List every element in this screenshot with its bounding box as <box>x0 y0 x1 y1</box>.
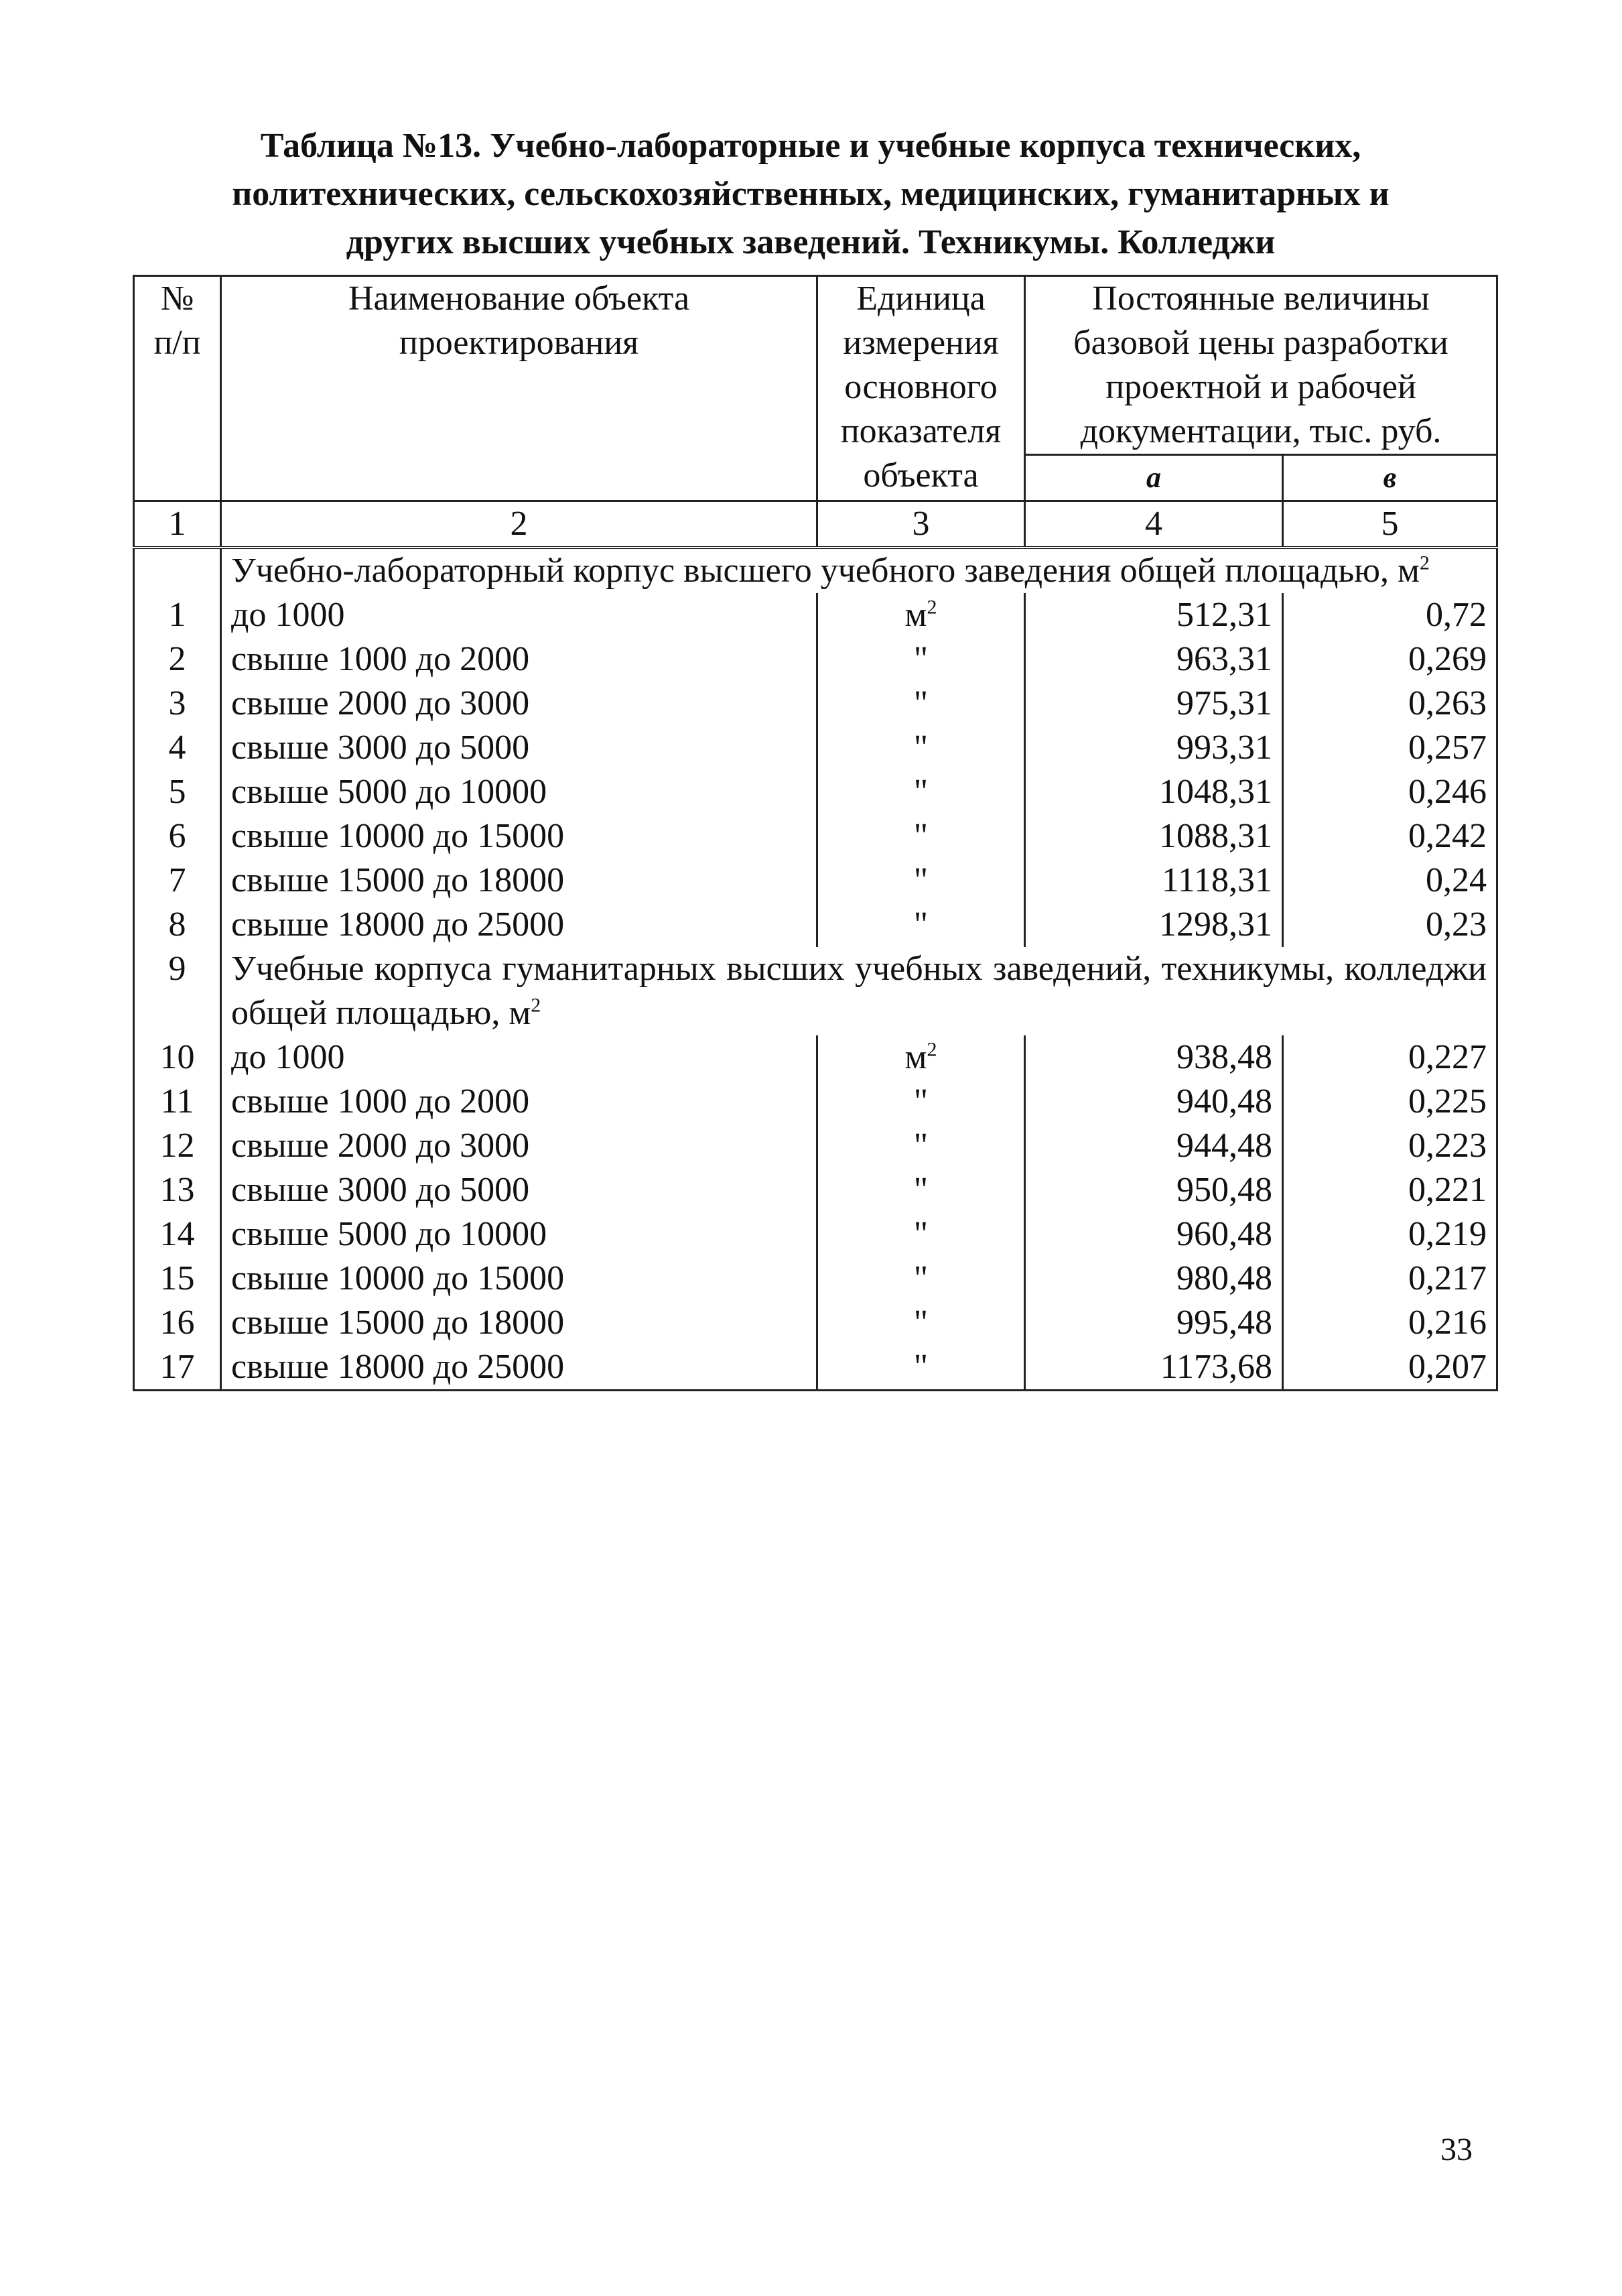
row-number: 17 <box>134 1345 221 1391</box>
header-unit: Единица измерения основного показателя объекта <box>817 276 1025 501</box>
table-row <box>134 1301 1497 1345</box>
table-row <box>134 1345 1497 1391</box>
table-row <box>134 637 1497 682</box>
row-unit <box>817 1212 1025 1257</box>
row-value-a: 1118,31 <box>1025 858 1283 903</box>
table-row <box>134 1080 1497 1124</box>
row-unit-text: " <box>913 640 929 678</box>
row-number: 16 <box>134 1301 221 1345</box>
row-value-a: 938,48 <box>1025 1035 1283 1080</box>
table-row <box>134 1124 1497 1168</box>
table-row <box>134 593 1497 637</box>
row-value-b: 0,216 <box>1283 1301 1497 1345</box>
table-row <box>134 858 1497 903</box>
row-unit <box>817 770 1025 814</box>
row-value-b: 0,207 <box>1283 1345 1497 1391</box>
row-unit-text: " <box>913 684 929 722</box>
row-value-a: 950,48 <box>1025 1168 1283 1212</box>
header-a: а <box>1025 455 1283 501</box>
row-number: 13 <box>134 1168 221 1212</box>
header-row <box>134 276 1497 455</box>
row-name: свыше 3000 до 5000 <box>221 726 817 770</box>
section-row <box>134 548 1497 593</box>
row-value-a: 963,31 <box>1025 637 1283 682</box>
row-value-b: 0,72 <box>1283 593 1497 637</box>
row-value-a: 944,48 <box>1025 1124 1283 1168</box>
title-line-2: политехнических, сельскохозяйственных, медицинских, гуманитарных и <box>232 175 1390 213</box>
row-name: до 1000 <box>221 593 817 637</box>
row-number: 6 <box>134 814 221 858</box>
row-name: свыше 10000 до 15000 <box>221 1257 817 1301</box>
row-value-b: 0,269 <box>1283 637 1497 682</box>
row-unit <box>817 1345 1025 1391</box>
section-row <box>134 947 1497 1035</box>
row-name: свыше 5000 до 10000 <box>221 770 817 814</box>
section-heading <box>221 947 1497 1035</box>
row-unit-text: " <box>913 817 929 855</box>
row-value-a: 980,48 <box>1025 1257 1283 1301</box>
row-number: 15 <box>134 1257 221 1301</box>
row-unit-text: " <box>913 1127 929 1165</box>
column-number: 4 <box>1025 501 1283 548</box>
table-row <box>134 1035 1497 1080</box>
row-unit-text: м <box>904 596 927 634</box>
row-unit <box>817 726 1025 770</box>
header-num: № п/п <box>134 276 221 501</box>
row-number: 8 <box>134 903 221 947</box>
table-row <box>134 770 1497 814</box>
row-value-b: 0,263 <box>1283 682 1497 726</box>
row-number: 2 <box>134 637 221 682</box>
row-name: свыше 3000 до 5000 <box>221 1168 817 1212</box>
page-number: 33 <box>1440 2132 1473 2167</box>
column-number: 3 <box>817 501 1025 548</box>
row-value-b: 0,227 <box>1283 1035 1497 1080</box>
row-value-b: 0,242 <box>1283 814 1497 858</box>
table-row <box>134 726 1497 770</box>
row-name: свыше 2000 до 3000 <box>221 682 817 726</box>
row-number: 4 <box>134 726 221 770</box>
row-name: свыше 2000 до 3000 <box>221 1124 817 1168</box>
row-number: 3 <box>134 682 221 726</box>
column-number-row <box>134 501 1497 548</box>
row-name: свыше 15000 до 18000 <box>221 858 817 903</box>
table-row <box>134 682 1497 726</box>
row-unit-text: " <box>913 1215 929 1253</box>
row-unit-text: " <box>913 1348 929 1386</box>
row-value-b: 0,217 <box>1283 1257 1497 1301</box>
table-row <box>134 814 1497 858</box>
row-value-a: 940,48 <box>1025 1080 1283 1124</box>
header-b: в <box>1283 455 1497 501</box>
row-value-a: 1173,68 <box>1025 1345 1283 1391</box>
row-unit-text: " <box>913 1259 929 1297</box>
header-name: Наименование объекта проектирования <box>221 276 817 501</box>
price-table <box>133 275 1498 1391</box>
row-value-b: 0,221 <box>1283 1168 1497 1212</box>
row-unit <box>817 1080 1025 1124</box>
row-value-a: 960,48 <box>1025 1212 1283 1257</box>
column-number: 5 <box>1283 501 1497 548</box>
row-value-a: 512,31 <box>1025 593 1283 637</box>
row-unit-sup: 2 <box>927 596 937 619</box>
column-number: 2 <box>221 501 817 548</box>
row-unit <box>817 1301 1025 1345</box>
row-value-b: 0,225 <box>1283 1080 1497 1124</box>
row-name: свыше 1000 до 2000 <box>221 637 817 682</box>
row-unit-text: " <box>913 773 929 811</box>
row-number: 9 <box>134 947 221 1035</box>
row-number: 14 <box>134 1212 221 1257</box>
row-value-b: 0,219 <box>1283 1212 1497 1257</box>
row-value-a: 995,48 <box>1025 1301 1283 1345</box>
row-number: 7 <box>134 858 221 903</box>
table-title <box>134 122 1487 267</box>
row-value-b: 0,257 <box>1283 726 1497 770</box>
section-heading-sup: 2 <box>1419 552 1430 574</box>
row-name: свыше 18000 до 25000 <box>221 903 817 947</box>
table-row <box>134 903 1497 947</box>
row-unit <box>817 814 1025 858</box>
row-value-b: 0,246 <box>1283 770 1497 814</box>
row-value-b: 0,24 <box>1283 858 1497 903</box>
row-value-a: 1088,31 <box>1025 814 1283 858</box>
row-number <box>134 548 221 593</box>
row-value-b: 0,223 <box>1283 1124 1497 1168</box>
row-unit <box>817 1035 1025 1080</box>
row-unit <box>817 1168 1025 1212</box>
row-value-b: 0,23 <box>1283 903 1497 947</box>
row-unit <box>817 858 1025 903</box>
title-line-3: других высших учебных заведений. Техникумы. Колледжи <box>346 223 1276 261</box>
row-value-a: 1298,31 <box>1025 903 1283 947</box>
row-unit-text: " <box>913 728 929 767</box>
row-name: свыше 18000 до 25000 <box>221 1345 817 1391</box>
section-heading <box>221 548 1497 593</box>
row-unit <box>817 682 1025 726</box>
row-unit-text: м <box>904 1038 927 1076</box>
row-unit-text: " <box>913 861 929 899</box>
row-unit-sup: 2 <box>927 1038 937 1061</box>
title-line-1: Таблица №13. Учебно-лабораторные и учебные корпуса технических, <box>260 127 1361 165</box>
table-row <box>134 1168 1497 1212</box>
row-number: 11 <box>134 1080 221 1124</box>
row-value-a: 993,31 <box>1025 726 1283 770</box>
section-heading-sup: 2 <box>531 994 541 1017</box>
row-unit <box>817 637 1025 682</box>
header-price: Постоянные величины базовой цены разработки проектной и рабочей документации, тыс. руб. <box>1025 276 1497 455</box>
row-number: 5 <box>134 770 221 814</box>
row-name: свыше 5000 до 10000 <box>221 1212 817 1257</box>
table-row <box>134 1257 1497 1301</box>
row-number: 1 <box>134 593 221 637</box>
row-unit-text: " <box>913 1303 929 1342</box>
section-heading-text: Учебные корпуса гуманитарных высших учебных заведений, техникумы, колледжи общей площадью, м <box>231 950 1487 1032</box>
row-unit <box>817 1257 1025 1301</box>
row-unit <box>817 593 1025 637</box>
row-name: до 1000 <box>221 1035 817 1080</box>
row-unit-text: " <box>913 1082 929 1121</box>
row-number: 12 <box>134 1124 221 1168</box>
column-number: 1 <box>134 501 221 548</box>
row-number: 10 <box>134 1035 221 1080</box>
table-row <box>134 1212 1497 1257</box>
row-value-a: 975,31 <box>1025 682 1283 726</box>
row-name: свыше 15000 до 18000 <box>221 1301 817 1345</box>
row-name: свыше 1000 до 2000 <box>221 1080 817 1124</box>
row-unit-text: " <box>913 1171 929 1209</box>
row-unit-text: " <box>913 905 929 944</box>
row-value-a: 1048,31 <box>1025 770 1283 814</box>
row-name: свыше 10000 до 15000 <box>221 814 817 858</box>
row-unit <box>817 1124 1025 1168</box>
section-heading-text: Учебно-лабораторный корпус высшего учебного заведения общей площадью, м <box>231 552 1420 590</box>
row-unit <box>817 903 1025 947</box>
